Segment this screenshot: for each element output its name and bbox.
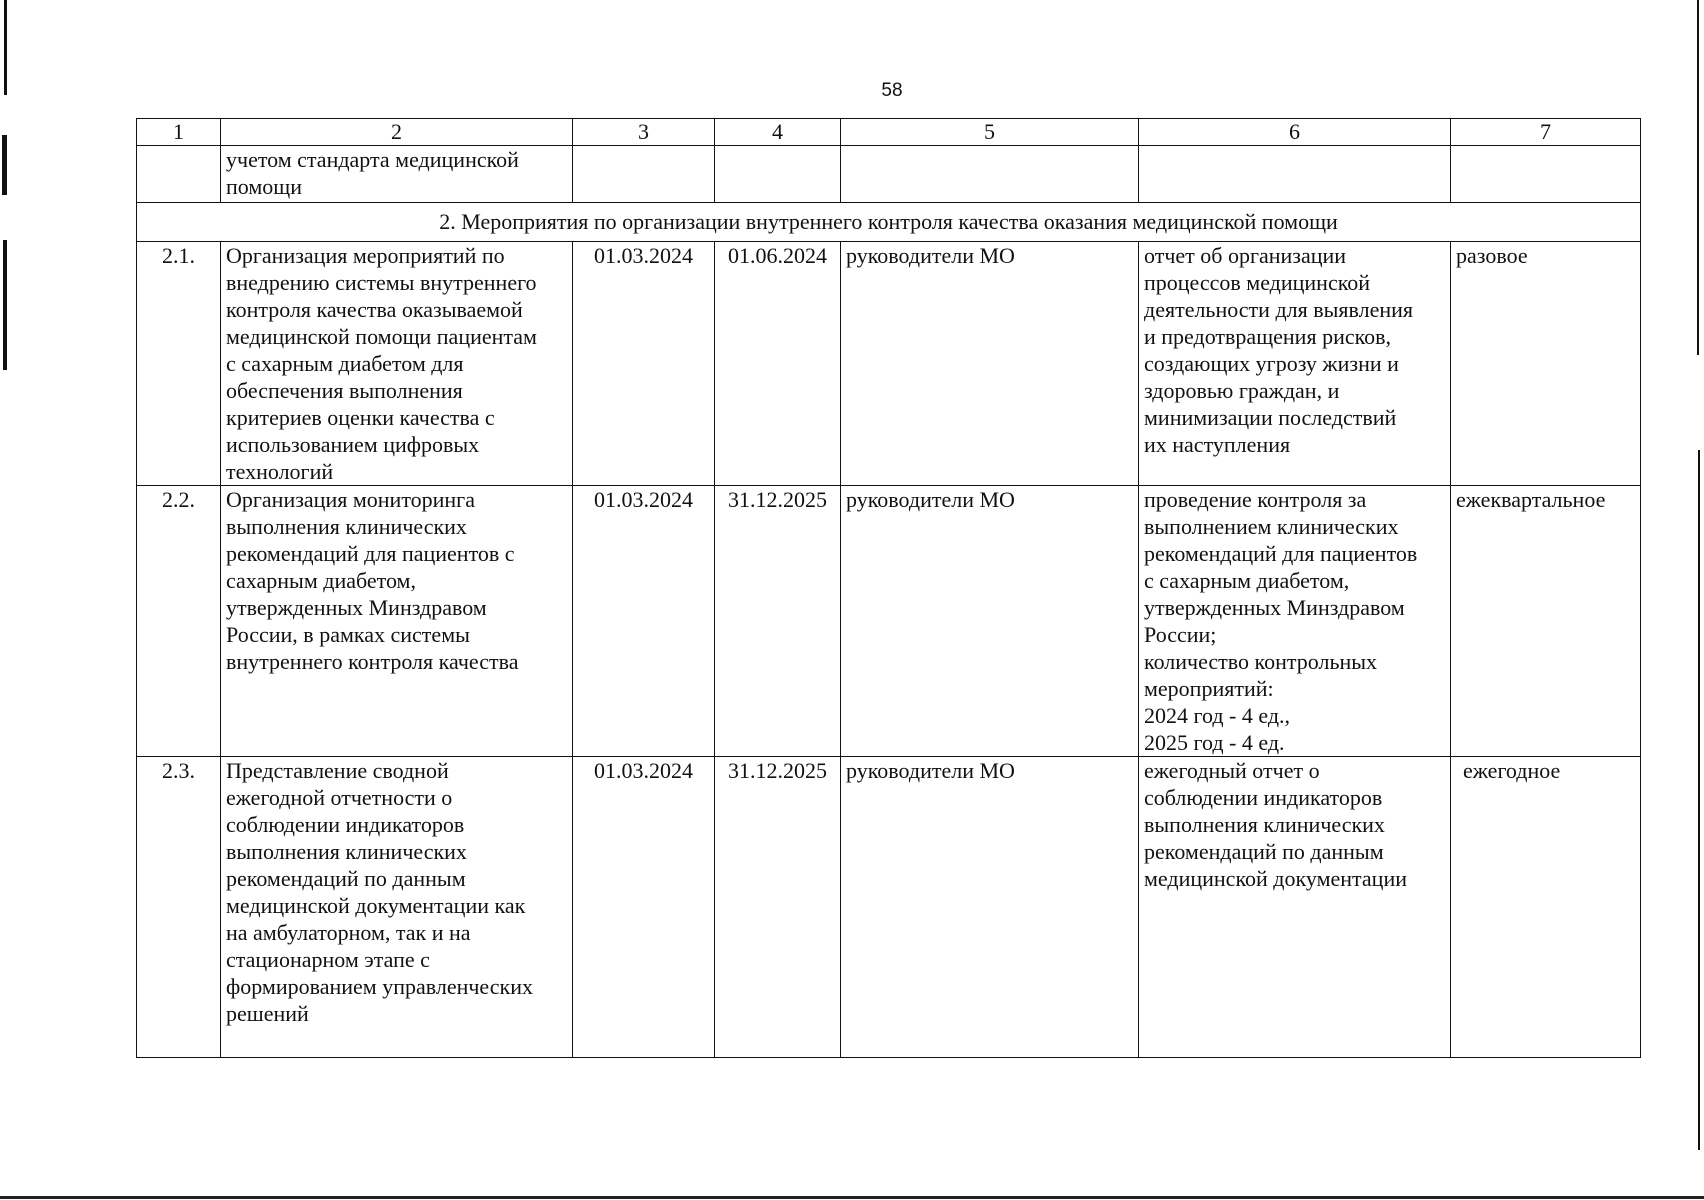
row-number: 2.1. [137, 242, 221, 486]
column-number-row [137, 119, 1641, 146]
text-line: процессов медицинской [1144, 270, 1371, 295]
text-line: России, в рамках системы [226, 622, 470, 647]
column-header: 5 [841, 119, 1139, 146]
frequency: разовое [1451, 242, 1641, 486]
continued-event-cell [221, 146, 573, 203]
text-line: на амбулаторном, так и на [226, 920, 471, 945]
start-date: 01.03.2024 [573, 486, 715, 757]
text-line: минимизации последствий [1144, 405, 1397, 430]
text-line: с сахарным диабетом для [226, 351, 464, 376]
text-line: создающих угрозу жизни и [1144, 351, 1399, 376]
text-line: рекомендаций для пациентов [1144, 541, 1418, 566]
page-number: 58 [881, 80, 903, 101]
scan-edge-mark-right [1697, 0, 1699, 355]
responsible: руководители МО [841, 486, 1139, 757]
text-line: ежегодный отчет о [1144, 758, 1320, 783]
table-row [137, 757, 1641, 1058]
scan-edge-mark-left-bar [3, 240, 7, 370]
responsible: руководители МО [841, 757, 1139, 1058]
empty-cell [715, 146, 841, 203]
text-line: Организация мероприятий по [226, 243, 505, 268]
end-date: 31.12.2025 [715, 486, 841, 757]
continued-num-cell [137, 146, 221, 203]
text-line: утвержденных Минздравом [226, 595, 487, 620]
text-line: соблюдении индикаторов [226, 812, 465, 837]
result-cell [1139, 486, 1451, 757]
text-line: здоровью граждан, и [1144, 378, 1340, 403]
table-row [137, 486, 1641, 757]
text-line: с сахарным диабетом, [1144, 568, 1350, 593]
text-line: проведение контроля за [1144, 487, 1367, 512]
responsible: руководители МО [841, 242, 1139, 486]
text-line: обеспечения выполнения [226, 378, 463, 403]
text-line: 2024 год - 4 ед., [1144, 703, 1291, 728]
text-line: решений [226, 1001, 309, 1026]
text-line: Организация мониторинга [226, 487, 475, 512]
end-date: 31.12.2025 [715, 757, 841, 1058]
result-cell [1139, 757, 1451, 1058]
text-line: Представление сводной [226, 758, 449, 783]
text-line: выполнения клинических [226, 839, 467, 864]
row-number: 2.2. [137, 486, 221, 757]
measures-table [136, 118, 1641, 1058]
text-line: медицинской документации как [226, 893, 526, 918]
text-line: сахарным диабетом, [226, 568, 416, 593]
text-line: количество контрольных [1144, 649, 1378, 674]
text-line: мероприятий: [1144, 676, 1274, 701]
text-line: стационарном этапе с [226, 947, 430, 972]
text-line: внутреннего контроля качества [226, 649, 519, 674]
event-cell [221, 486, 573, 757]
column-header: 4 [715, 119, 841, 146]
text-line: медицинской документации [1144, 866, 1408, 891]
text-line: их наступления [1144, 432, 1291, 457]
frequency: ежеквартальное [1451, 486, 1641, 757]
continued-row [137, 146, 1641, 203]
text-line: деятельности для выявления [1144, 297, 1414, 322]
scan-edge-mark-right-lower [1698, 450, 1700, 1150]
text-line: рекомендаций по данным [226, 866, 466, 891]
column-header: 3 [573, 119, 715, 146]
text-line: соблюдении индикаторов [1144, 785, 1383, 810]
empty-cell [1451, 146, 1641, 203]
text-line: ежегодной отчетности о [226, 785, 453, 810]
row-number: 2.3. [137, 757, 221, 1058]
text-line: контроля качества оказываемой [226, 297, 523, 322]
text-line: рекомендаций для пациентов с [226, 541, 515, 566]
event-cell [221, 757, 573, 1058]
text-line: учетом стандарта медицинской [226, 147, 519, 172]
scan-edge-mark-left-thick [2, 135, 7, 195]
empty-cell [573, 146, 715, 203]
text-line: критериев оценки качества с [226, 405, 495, 430]
column-header: 1 [137, 119, 221, 146]
text-line: выполнения клинических [226, 514, 467, 539]
table-row [137, 242, 1641, 486]
text-line: использованием цифровых [226, 432, 480, 457]
text-line: выполнения клинических [1144, 812, 1385, 837]
event-cell [221, 242, 573, 486]
text-line: технологий [226, 459, 334, 484]
text-line: помощи [226, 174, 302, 199]
result-cell [1139, 242, 1451, 486]
column-header: 6 [1139, 119, 1451, 146]
section-title: 2. Мероприятия по организации внутреннего контроля качества оказания медицинской помощи [137, 203, 1641, 242]
empty-cell [1139, 146, 1451, 203]
frequency: ежегодное [1451, 757, 1641, 1058]
text-line: 2025 год - 4 ед. [1144, 730, 1285, 755]
empty-cell [841, 146, 1139, 203]
text-line: рекомендаций по данным [1144, 839, 1384, 864]
text-line: медицинской помощи пациентам [226, 324, 537, 349]
text-line: утвержденных Минздравом [1144, 595, 1405, 620]
start-date: 01.03.2024 [573, 242, 715, 486]
end-date: 01.06.2024 [715, 242, 841, 486]
text-line: России; [1144, 622, 1217, 647]
page-bottom-rule [0, 1196, 1704, 1199]
text-line: отчет об организации [1144, 243, 1347, 268]
text-line: выполнением клинических [1144, 514, 1399, 539]
text-line: внедрению системы внутреннего [226, 270, 537, 295]
section-row [137, 203, 1641, 242]
column-header: 7 [1451, 119, 1641, 146]
start-date: 01.03.2024 [573, 757, 715, 1058]
text-line: и предотвращения рисков, [1144, 324, 1392, 349]
text-line: формированием управленческих [226, 974, 533, 999]
column-header: 2 [221, 119, 573, 146]
